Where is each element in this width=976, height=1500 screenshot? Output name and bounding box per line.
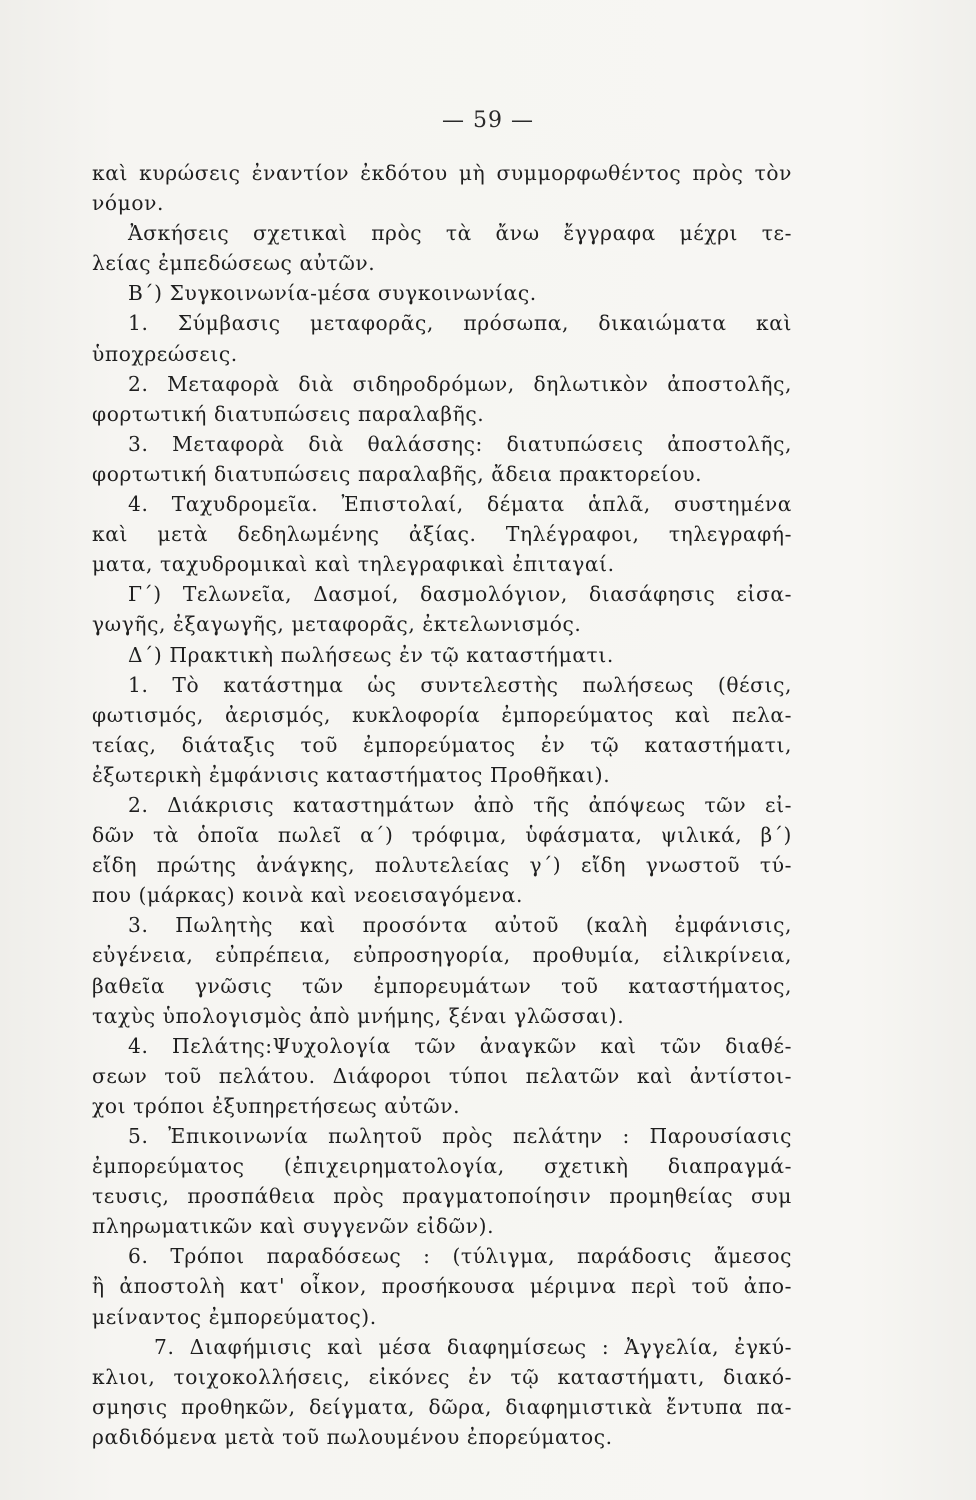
- text-line: 3. Μεταφορὰ διὰ θαλάσσης: διατυπώσεις ἀποστολῆς,: [128, 431, 792, 456]
- text-line: σμησις προθηκῶν, δείγματα, δῶρα, διαφημιστικὰ ἔντυπα πα-: [92, 1394, 792, 1419]
- text-line: νόμον.: [92, 191, 164, 216]
- text-line: ἐξωτερικὴ ἐμφάνισις καταστήματος Προθῆκαι).: [92, 762, 611, 787]
- text-line: πληρωματικῶν καὶ συγγενῶν εἰδῶν).: [92, 1214, 495, 1239]
- text-line: λείας ἐμπεδώσεως αὐτῶν.: [92, 251, 376, 276]
- text-line: τείας, διάταξις τοῦ ἐμπορεύματος ἐν τῷ καταστήματι,: [92, 732, 792, 757]
- text-line: καὶ μετὰ δεδηλωμένης ἀξίας. Τηλέγραφοι, τηλεγραφή-: [92, 522, 792, 547]
- text-line: εὐγένεια, εὐπρέπεια, εὐπροσηγορία, προθυμία, εἰλικρίνεια,: [92, 943, 792, 968]
- text-line: 1. Σύμβασις μεταφορᾶς, πρόσωπα, δικαιώματα καὶ: [128, 311, 792, 336]
- text-line: Β΄) Συγκοινωνία-μέσα συγκοινωνίας.: [128, 281, 537, 306]
- text-line: 4. Πελάτης:Ψυχολογία τῶν ἀναγκῶν καὶ τῶν διαθέ-: [128, 1033, 792, 1058]
- text-line: σεων τοῦ πελάτου. Διάφοροι τύποι πελατῶν καὶ ἀντίστοι-: [92, 1063, 792, 1088]
- text-line: βαθεῖα γνῶσις τῶν ἐμπορευμάτων τοῦ καταστήματος,: [92, 973, 792, 998]
- body-text: [92, 158, 792, 1452]
- text-line: φορτωτική διατυπώσεις παραλαβῆς.: [92, 401, 485, 426]
- text-line: 1. Τὸ κατάστημα ὡς συντελεστὴς πωλήσεως (θέσις,: [128, 672, 792, 697]
- text-line: 6. Τρόποι παραδόσεως : (τύλιγμα, παράδοσις ἄμεσος: [128, 1244, 792, 1269]
- text-line: 2. Διάκρισις καταστημάτων ἀπὸ τῆς ἀπόψεως τῶν εἰ-: [128, 792, 792, 817]
- text-line: ραδιδόμενα μετὰ τοῦ πωλουμένου ἐπορεύματος.: [92, 1424, 613, 1449]
- text-line: 3. Πωλητὴς καὶ προσόντα αὐτοῦ (καλὴ ἐμφάνισις,: [128, 913, 792, 938]
- text-line: καὶ κυρώσεις ἐναντίον ἐκδότου μὴ συμμορφωθέντος πρὸς τὸν: [92, 161, 792, 185]
- text-line: δῶν τὰ ὁποῖα πωλεῖ α΄) τρόφιμα, ὑφάσματα, ψιλικά, β΄): [92, 823, 792, 848]
- text-line: φορτωτική διατυπώσεις παραλαβῆς, ἄδεια πρακτορείου.: [92, 461, 703, 486]
- text-line: τευσις, προσπάθεια πρὸς πραγματοποίησιν προμηθείας συμ: [92, 1184, 792, 1209]
- text-line: 7. Διαφήμισις καὶ μέσα διαφημίσεως : Ἀγγελία, ἐγκύ-: [154, 1334, 792, 1359]
- page-number: — 59 —: [442, 108, 534, 133]
- text-line: που (μάρκας) κοινὰ καὶ νεοεισαγόμενα.: [92, 883, 524, 908]
- text-line: χοι τρόποι ἐξυπηρετήσεως αὐτῶν.: [92, 1093, 461, 1118]
- text-line: μείναντος ἐμπορεύματος).: [92, 1304, 377, 1329]
- text-line: γωγῆς, ἐξαγωγῆς, μεταφορᾶς, ἐκτελωνισμός.: [92, 612, 582, 637]
- text-line: ἢ ἀποστολὴ κατ' οἶκον, προσήκουσα μέριμνα περὶ τοῦ ἀπο-: [92, 1274, 792, 1299]
- text-line: ὑποχρεώσεις.: [92, 341, 238, 366]
- text-line: 4. Ταχυδρομεῖα. Ἐπιστολαί, δέματα ἁπλᾶ, συστημένα: [128, 492, 792, 517]
- text-line: Γ΄) Τελωνεῖα, Δασμοί, δασμολόγιον, διασάφησις εἰσα-: [128, 582, 792, 607]
- text-line: ματα, ταχυδρομικαὶ καὶ τηλεγραφικαὶ ἐπιταγαί.: [92, 552, 615, 577]
- text-line: ταχὺς ὑπολογισμὸς ἀπὸ μνήμης, ξέναι γλῶσσαι).: [92, 1003, 625, 1028]
- text-line: κλιοι, τοιχοκολλήσεις, εἰκόνες ἐν τῷ καταστήματι, διακό-: [92, 1364, 792, 1389]
- text-line: 5. Ἐπικοινωνία πωλητοῦ πρὸς πελάτην : Παρουσίασις: [128, 1124, 792, 1148]
- text-line: φωτισμός, ἀερισμός, κυκλοφορία ἐμπορεύματος καὶ πελα-: [92, 702, 792, 727]
- text-line: ἐμπορεύματος (ἐπιχειρηματολογία, σχετικὴ διαπραγμά-: [92, 1154, 792, 1179]
- text-line: Ἀσκήσεις σχετικαὶ πρὸς τὰ ἄνω ἔγγραφα μέχρι τε-: [128, 221, 792, 246]
- text-line: 2. Μεταφορὰ διὰ σιδηροδρόμων, δηλωτικὸν ἀποστολῆς,: [128, 371, 792, 396]
- text-line: Δ΄) Πρακτικὴ πωλήσεως ἐν τῷ καταστήματι.: [128, 642, 614, 667]
- text-line: εἴδη πρώτης ἀνάγκης, πολυτελείας γ΄) εἴδη γνωστοῦ τύ-: [92, 853, 792, 878]
